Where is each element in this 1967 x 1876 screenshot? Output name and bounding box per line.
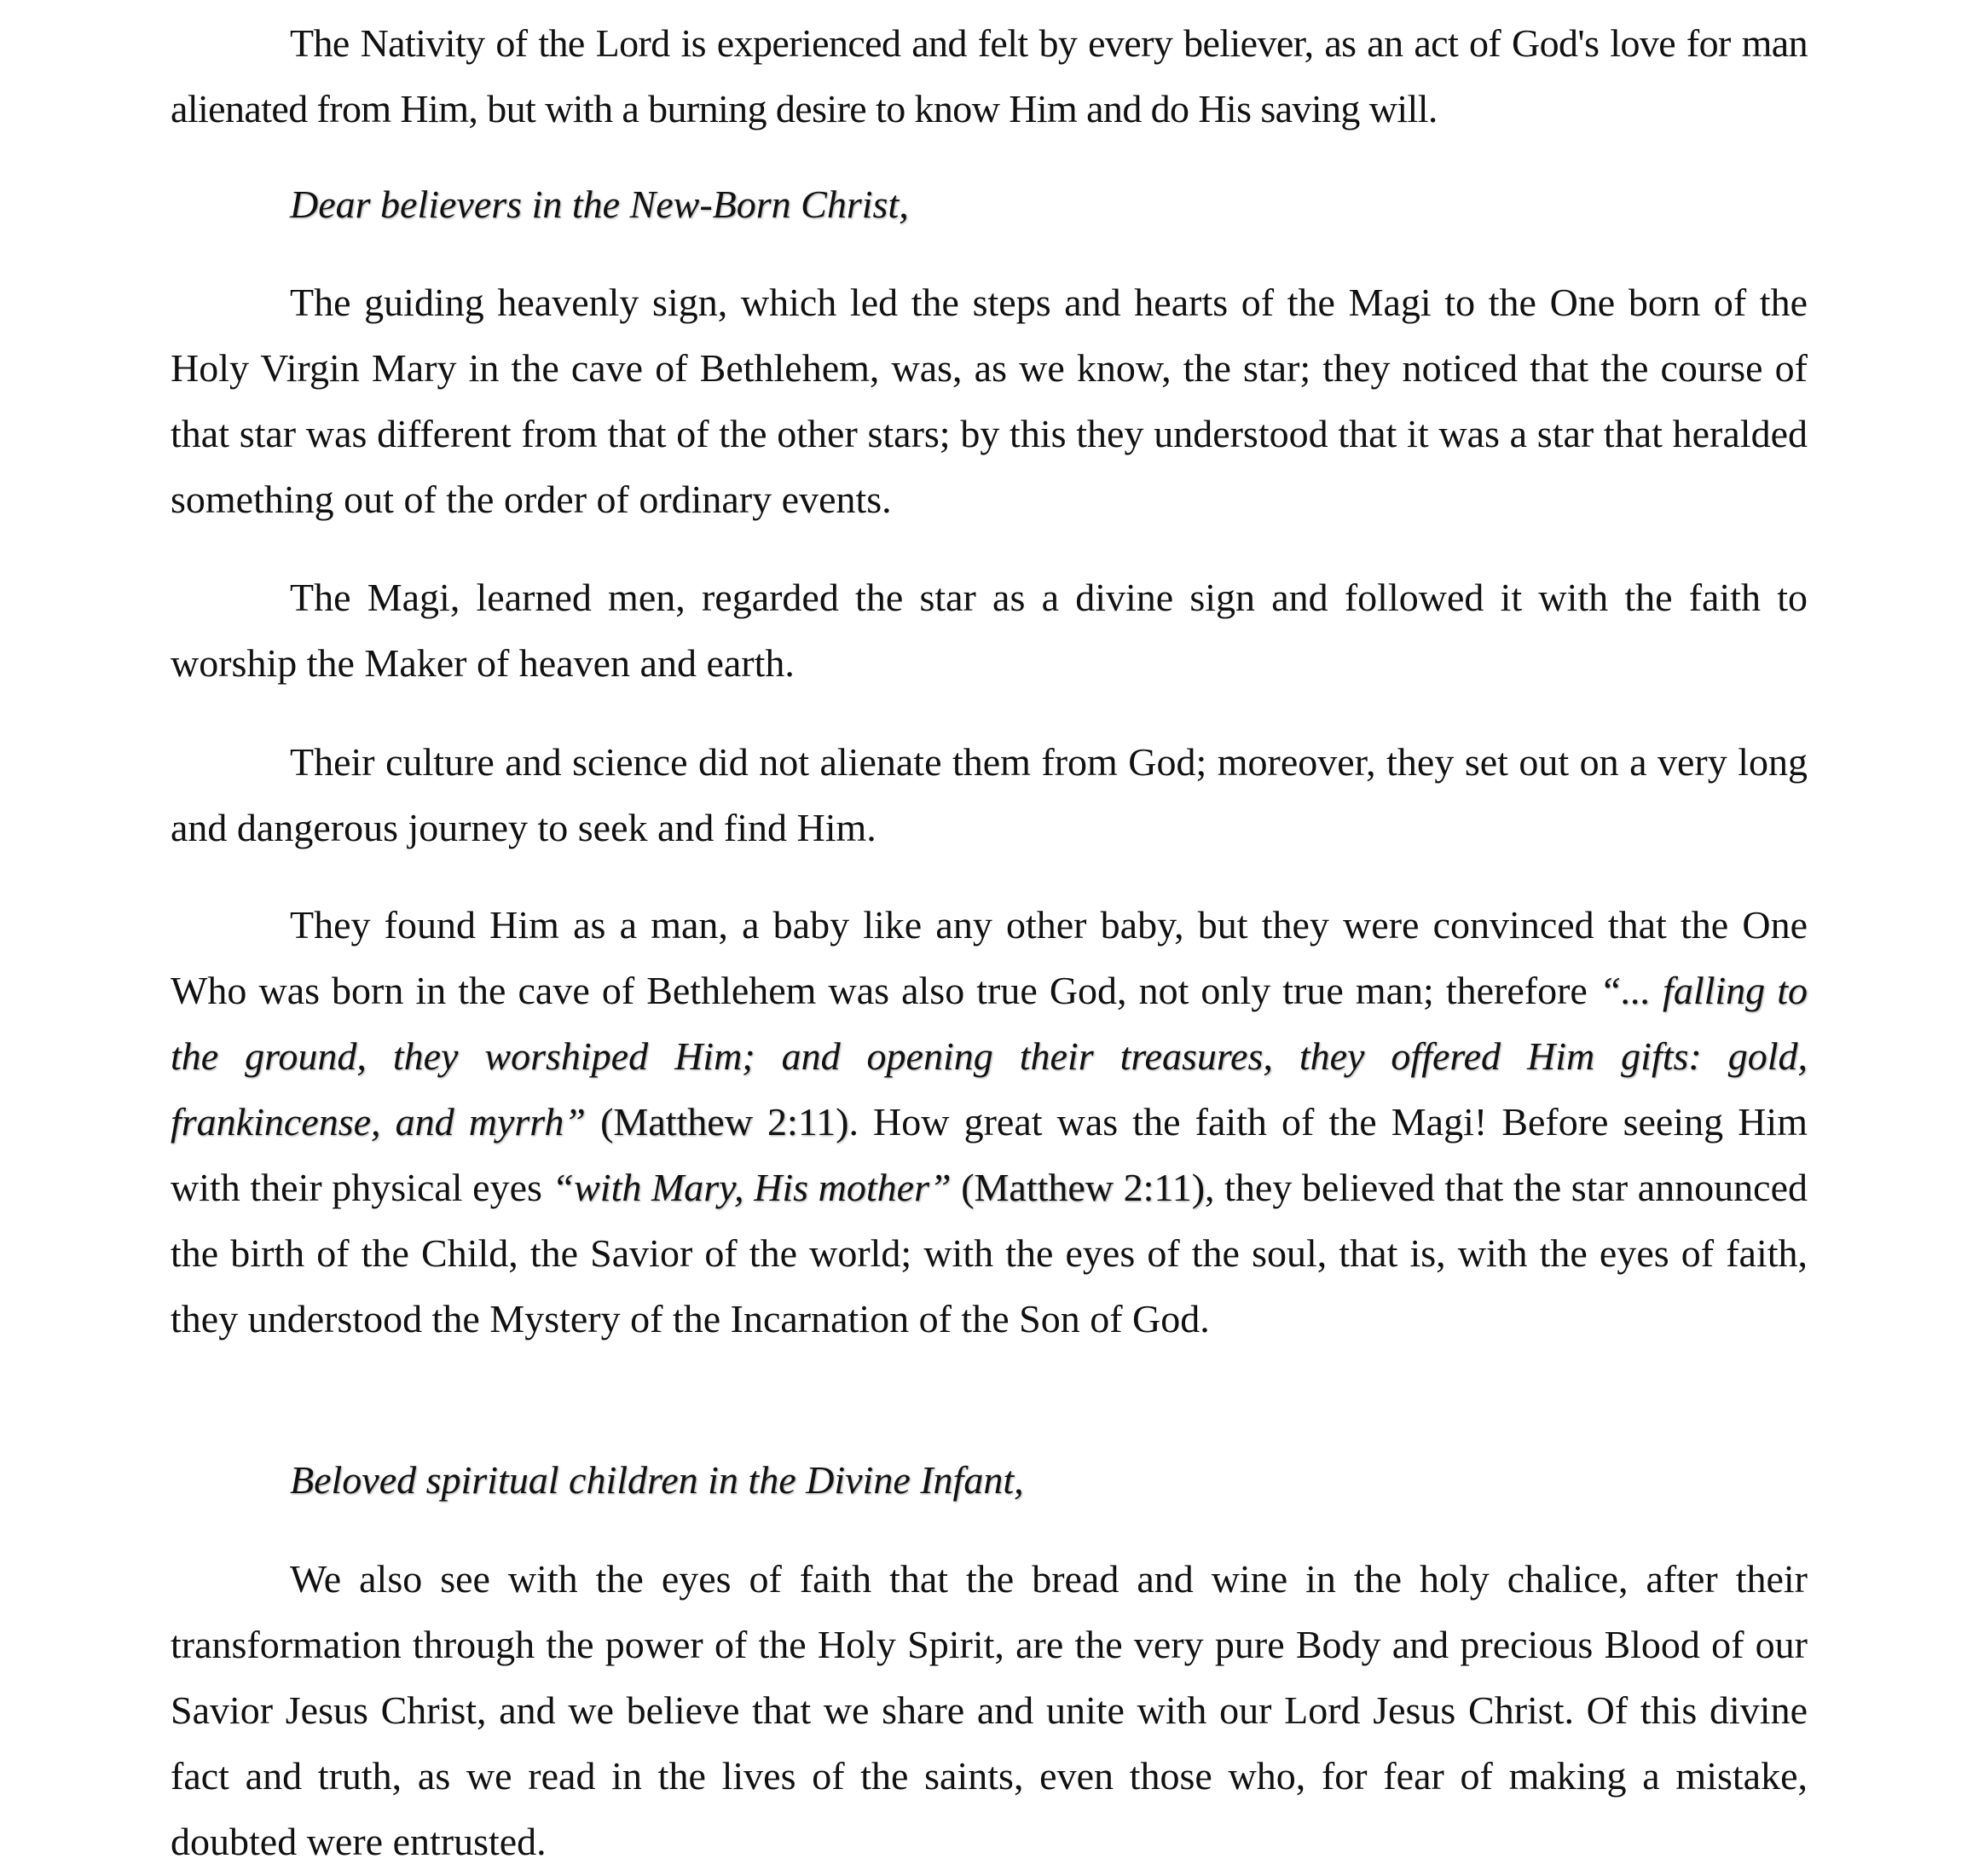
- scripture-quote: “with Mary, His mother”: [552, 1166, 952, 1209]
- scripture-quote: “... falling to the ground, they worshiped Him; and opening their treasures, they offered Him gifts: gold, frankincense, and myrrh”: [171, 969, 1808, 1144]
- paragraph-magi-learned-men: The Magi, learned men, regarded the star as a divine sign and followed it with the faith to worship the Maker of heaven and earth.: [171, 576, 1808, 685]
- paragraph-culture-and-science: Their culture and science did not alienate them from God; moreover, they set out on a very long and dangerous journey to seek and find Him.: [171, 740, 1808, 849]
- paragraph-they-found-him: [171, 892, 1808, 1352]
- scripture-reference: (Matthew 2:11): [961, 1166, 1206, 1209]
- paragraph-eyes-of-faith: We also see with the eyes of faith that the bread and wine in the holy chalice, after their transformation through the power of the Holy Spirit, are the very pure Body and precious Blood of our Savior Jesus Christ, and we believe that we share and unite with our Lord Jesus Christ. Of this divine fact and truth, as we read in the lives of the saints, even those who, for fear of making a mistake, doubted were entrusted.: [171, 1557, 1808, 1863]
- scripture-reference: (Matthew 2:11): [600, 1100, 849, 1144]
- salutation-beloved-children: Beloved spiritual children in the Divine Infant,: [290, 1458, 1024, 1502]
- paragraph-nativity-intro: The Nativity of the Lord is experienced and felt by every believer, as an act of God's love for man alienated from Him, but with a burning desire to know Him and do His saving will.: [171, 21, 1808, 130]
- paragraph-text: They found Him as a man, a baby like any other baby, but they were convinced that the One Who was born in the cave of Bethlehem was also true God, not only true man; therefore: [171, 903, 1808, 1012]
- paragraph-guiding-star: The guiding heavenly sign, which led the steps and hearts of the Magi to the One born of the Holy Virgin Mary in the cave of Bethlehem, was, as we know, the star; they noticed that the course of that star was different from that of the other stars; by this they understood that it was a star that heralded something out of the order of ordinary events.: [171, 281, 1808, 521]
- salutation-dear-believers: Dear believers in the New-Born Christ,: [290, 182, 909, 226]
- paragraph-text: , they believed that the star announced the birth of the Child, the Savior of the world; with the eyes of the soul, that is, with the eyes of faith, they understood the Mystery of the Incarnation of the Son of God.: [171, 1166, 1808, 1340]
- paragraph-text: . How great was the faith of the Magi! Before seeing Him with their physical eyes: [171, 1100, 1808, 1209]
